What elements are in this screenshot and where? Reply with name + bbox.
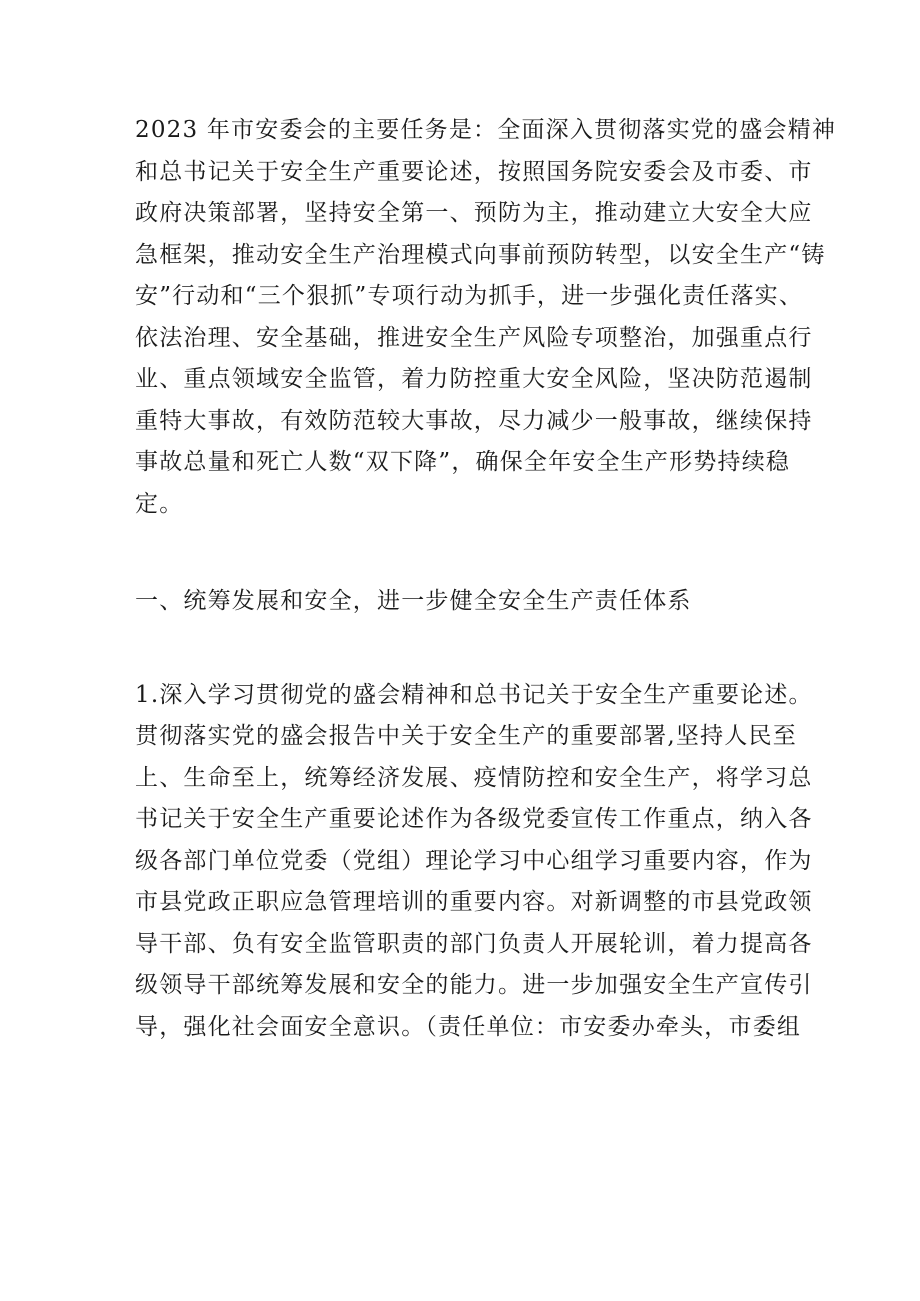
paragraph-line: 贯彻落实党的盛会报告中关于安全生产的重要部署,坚持人民至 bbox=[135, 723, 797, 749]
paragraph-line: 急框架，推动安全生产治理模式向事前预防转型，以安全生产“铸 bbox=[135, 241, 826, 268]
paragraph-line: 导干部、负有安全监管职责的部门负责人开展轮训，着力提高各 bbox=[135, 930, 813, 957]
paragraph-line: 业、重点领域安全监管，着力防控重大安全风险，坚决防范遏制 bbox=[135, 366, 813, 392]
document-body bbox=[135, 110, 837, 1048]
paragraph-spacer bbox=[135, 623, 815, 675]
intro-paragraph bbox=[135, 110, 837, 525]
paragraph-line: 级各部门单位党委（党组）理论学习中心组学习重要内容，作为 bbox=[135, 847, 813, 874]
paragraph-line: 安”行动和“三个狠抓”专项行动为抓手，进一步强化责任落实、 bbox=[135, 283, 804, 309]
paragraph-line: 定。 bbox=[135, 490, 184, 517]
paragraph-line: 重特大事故，有效防范较大事故，尽力减少一般事故，继续保持 bbox=[135, 407, 813, 434]
paragraph-line: 级领导干部统筹发展和安全的能力。进一步加强安全生产宣传引 bbox=[135, 972, 813, 998]
paragraph-line: 市县党政正职应急管理培训的重要内容。对新调整的市县党政领 bbox=[135, 889, 813, 915]
paragraph-line: 依法治理、安全基础，推进安全生产风险专项整治，加强重点行 bbox=[135, 324, 813, 351]
paragraph-line: 导，强化社会面安全意识。（责任单位：市安委办牵头，市委组 bbox=[135, 1013, 802, 1040]
paragraph-line: 1.深入学习贯彻党的盛会精神和总书记关于安全生产重要论述。 bbox=[135, 681, 813, 708]
section-heading-text: 一、统筹发展和安全，进一步健全安全生产责任体系 bbox=[135, 588, 692, 614]
paragraph-line: 2023 年市安委会的主要任务是：全面深入贯彻落实党的盛会精神 bbox=[135, 117, 837, 143]
paragraph-spacer bbox=[135, 525, 815, 581]
item1-paragraph bbox=[135, 675, 815, 1049]
paragraph-line: 上、生命至上，统筹经济发展、疫情防控和安全生产，将学习总 bbox=[135, 764, 813, 791]
section-heading bbox=[135, 581, 815, 623]
paragraph-line: 事故总量和死亡人数“双下降”，确保全年安全生产形势持续稳 bbox=[135, 449, 791, 475]
paragraph-line: 书记关于安全生产重要论述作为各级党委宣传工作重点，纳入各 bbox=[135, 806, 813, 832]
paragraph-line: 和总书记关于安全生产重要论述，按照国务院安委会及市委、市 bbox=[135, 158, 813, 185]
paragraph-line: 政府决策部署，坚持安全第一、预防为主，推动建立大安全大应 bbox=[135, 200, 813, 226]
